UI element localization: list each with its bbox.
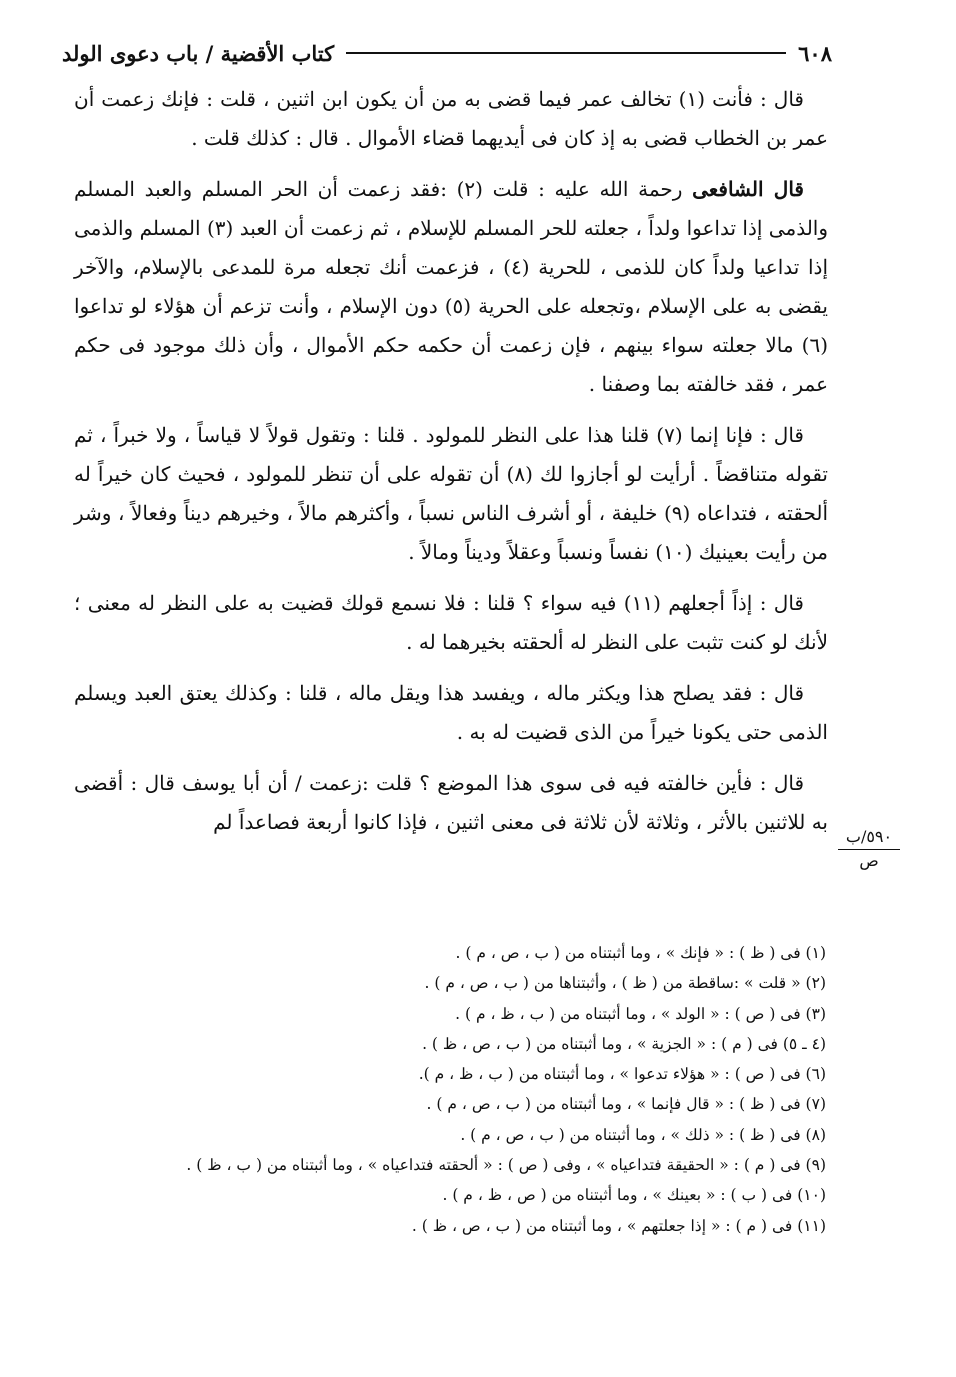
page-header (62, 36, 832, 70)
header-rule (346, 52, 786, 54)
manuscript-folio-note (838, 826, 900, 872)
paragraph (74, 80, 828, 158)
paragraph (74, 416, 828, 572)
footnote: (١٠) فى ( ب ) : « بعينك » ، وما أثبتناه من ( ص ، ظ ، م ) . (442, 1186, 826, 1205)
paragraph (74, 170, 828, 404)
paragraph (74, 764, 828, 842)
running-title: كتاب الأقضية / باب دعوى الولد (62, 40, 335, 66)
footnote: (٤ ـ ٥) فى ( م ) : « الجزية » ، وما أثبتناه من ( ب ، ص ، ظ ) . (422, 1034, 826, 1053)
paragraph-text: قال : فأين خالفته فيه فى سوى هذا الموضع ؟ قلت :زعمت / أن أبا يوسف قال : أقضى به للاثنين بالأثر ، وثلاثة لأن ثلاثة فى معنى اثنين ، فإذا كانوا أربعة فصاعداً لم (74, 771, 828, 834)
footnote: (٧) فى ( ظ ) : « قال فإنما » ، وما أثبتناه من ( ب ، ص ، م ) . (426, 1095, 826, 1114)
footnote: (٢) « قلت » :ساقطة من ( ظ ) ، وأثبتناها من ( ب ، ص ، م ) . (424, 974, 826, 993)
footnote: (٦) فى ( ص ) : « هؤلاء تدعوا » ، وما أثبتناه من ( ب ، ظ ، م ). (418, 1065, 826, 1084)
paragraph (74, 674, 828, 752)
footnote: (١) فى ( ظ ) : « فإنك » ، وما أثبتناه من ( ب ، ص ، م ) . (455, 944, 826, 962)
folio-reference: ٥٩٠/ب (838, 826, 900, 850)
footnote: (١١) فى ( م ) : « إذا جعلتهم » ، وما أثبتناه من ( ب ، ص ، ظ ) . (411, 1216, 826, 1235)
page-number: ٦٠٨ (798, 40, 832, 66)
footnote: (٨) فى ( ظ ) : « ذلك » ، وما أثبتناه من ( ب ، ص ، م ) . (460, 1125, 826, 1144)
footnotes (150, 938, 826, 1241)
footnote: (٣) فى ( ص ) : « الولد » ، وما أثبتناه من ( ب ، ظ ، م ) . (455, 1004, 826, 1023)
manuscript-siglum: ص (859, 851, 879, 870)
paragraph-text: قال : فأنت (١) تخالف عمر فيما قضى به من أن يكون ابن اثنين ، قلت : فإنك زعمت أن عمر بن الخطاب قضى به إذ كان فى أيديهما قضاء الأموال . قال : كذلك قلت . (74, 87, 828, 150)
paragraph-text: قال : فقد يصلح هذا ويكثر ماله ، ويفسد هذا ويقل ماله ، قلنا : وكذلك يعتق العبد ويسلم الذمى حتى يكونا خيراً من الذى قضيت له به . (74, 681, 828, 744)
paragraph (74, 584, 828, 662)
paragraph-text: رحمة الله عليه : قلت (٢) :فقد زعمت أن الحر المسلم والعبد المسلم والذمى إذا تداعوا ولداً ، جعلته للحر المسلم للإسلام ، ثم زعمت أن العبد (٣) المسلم والذمى إذا تداعيا ولداً كان للذمى ، للحرية (٤) ، فزعمت أنك تجعله مرة للمدعى بالإسلام، والآخر يقضى به على الإسلام ،وتجعله على الحرية (٥) دون الإسلام ، وأنت تزعم أن هؤلاء لو تداعوا (٦) مالا جعلته سواء بينهم ، فإن زعمت أن حكمه حكم الأموال ، وأن ذلك موجود فى حكم عمر ، فقد خالفته بما وصفنا . (74, 177, 829, 396)
paragraph-text: قال : إذاً أجعلهم (١١) فيه سواء ؟ قلنا : فلا نسمع قولك قضيت به على النظر له معنى ؛ لأنك لو كنت تثبت على النظر له ألحقته بخيرهما له . (74, 591, 828, 654)
main-text (74, 80, 828, 854)
paragraph-lead: قال الشافعى (692, 177, 804, 201)
footnote: (٩) فى ( م ) : « الحقيقة فتداعياه » ، وفى ( ص ) : « ألحقته فتداعياه » ، وما أثبتناه من ( ب ، ظ ) . (186, 1156, 826, 1175)
paragraph-text: قال : فإنا إنما (٧) قلنا هذا على النظر للمولود . قلنا : وتقول قولاً لا قياساً ، ولا خبراً ، ثم تقوله متناقضاً . أرأيت لو أجازوا لك (٨) أن تقوله على أن تنظر للمولود ، فحيث كان خيراً له ألحقته ، فتداعاه (٩) خليفة ، أو أشرف الناس نسباً ، وأكثرهم مالاً ، وخيرهم ديناً وفعالاً ، وشر من رأيت بعينيك (١٠) نفساً ونسباً وعقلاً وديناً ومالاً . (74, 423, 829, 564)
